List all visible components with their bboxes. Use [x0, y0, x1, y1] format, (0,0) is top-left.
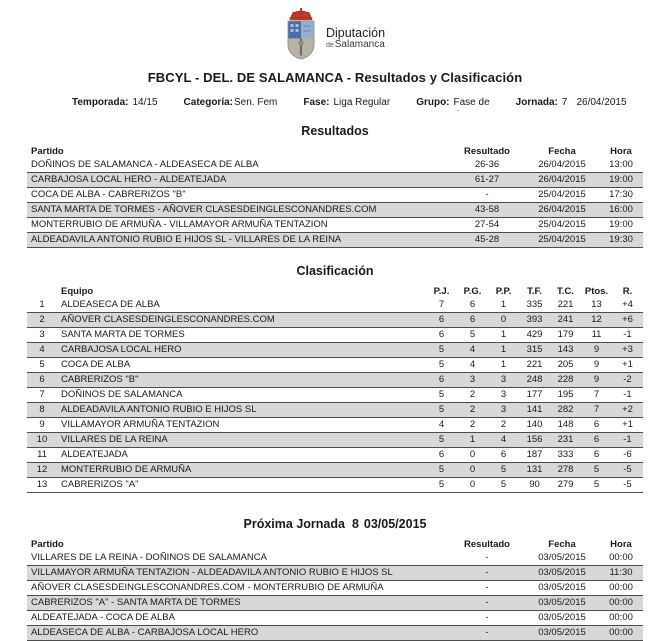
- pp-cell: 0: [500, 314, 507, 325]
- pg-cell: 2: [469, 419, 476, 430]
- result-row: [27, 158, 643, 173]
- pp-cell: 1: [500, 359, 507, 370]
- ptos-cell: 6: [593, 449, 600, 460]
- standing-row: [27, 433, 643, 448]
- meta-temporada-value: 14/15: [132, 97, 158, 108]
- resultados-heading: Resultados: [301, 124, 369, 138]
- r-cell: -2: [623, 374, 632, 385]
- team-cell: ALDEADAVILA ANTONIO RUBIO E HIJOS SL: [61, 404, 257, 415]
- page-title: FBCYL - DEL. DE SALAMANCA - Resultados y Clasificación: [147, 70, 523, 85]
- standing-row: [27, 373, 643, 388]
- rank-cell: 10: [36, 434, 48, 445]
- fixture-row: [27, 566, 643, 581]
- rank-cell: 3: [39, 329, 45, 340]
- meta-jornada: [516, 97, 627, 108]
- pp-cell: 5: [500, 479, 507, 490]
- proxima-body: [27, 551, 643, 641]
- diputacion-logo: [0, 6, 670, 62]
- tc-cell: 148: [557, 419, 574, 430]
- fixture-row: [27, 551, 643, 566]
- tc-cell: 231: [557, 434, 574, 445]
- rank-cell: 8: [39, 404, 45, 415]
- col-pg: P.G.: [463, 286, 482, 297]
- pp-cell: 1: [500, 299, 507, 310]
- date-cell: 25/04/2015: [538, 189, 586, 200]
- pj-cell: 6: [438, 374, 445, 385]
- pj-cell: 5: [438, 434, 445, 445]
- pp-cell: 3: [500, 389, 507, 400]
- r-cell: -1: [623, 329, 632, 340]
- ptos-cell: 5: [593, 464, 600, 475]
- col-ptos: Ptos.: [584, 286, 609, 297]
- score-cell: 61-27: [474, 174, 500, 185]
- r-cell: -5: [623, 464, 632, 475]
- logo-text: [326, 17, 385, 51]
- meta-jornada-date: 26/04/2015: [576, 97, 627, 108]
- ptos-cell: 5: [593, 479, 600, 490]
- match-cell: CABRERIZOS "A" - SANTA MARTA DE TORMES: [31, 597, 241, 608]
- tc-cell: 221: [557, 299, 574, 310]
- col-pj: P.J.: [433, 286, 450, 297]
- ptos-cell: 11: [591, 329, 602, 340]
- meta-fase-value: Liga Regular: [333, 97, 391, 108]
- fixture-row: [27, 611, 643, 626]
- ptos-cell: 13: [591, 299, 602, 310]
- rank-cell: 12: [36, 464, 48, 475]
- time-cell: 00:00: [609, 627, 633, 638]
- standing-row: [27, 298, 643, 313]
- pj-cell: 5: [438, 464, 445, 475]
- tc-cell: 228: [557, 374, 574, 385]
- team-cell: COCA DE ALBA: [61, 359, 131, 370]
- date-cell: 03/05/2015: [538, 552, 586, 563]
- result-row: [27, 188, 643, 203]
- standing-row: [27, 328, 643, 343]
- time-cell: 13:00: [609, 159, 633, 170]
- fixture-row: [27, 626, 643, 641]
- meta-grupo: [416, 97, 490, 115]
- rank-cell: 5: [39, 359, 45, 370]
- meta-fase-label: Fase:: [303, 97, 330, 108]
- ptos-cell: 7: [593, 404, 600, 415]
- ptos-cell: 9: [593, 344, 600, 355]
- time-cell: 00:00: [609, 597, 633, 608]
- standing-row: [27, 418, 643, 433]
- ptos-cell: 9: [593, 359, 600, 370]
- logo-sub-name: Salamanca: [334, 39, 385, 51]
- pp-cell: 1: [500, 329, 507, 340]
- col-tf: T.F.: [527, 286, 542, 297]
- date-cell: 03/05/2015: [538, 612, 586, 623]
- match-cell: ALDEADAVILA ANTONIO RUBIO E HIJOS SL - VILLARES DE LA REINA: [31, 234, 342, 245]
- result-row: [27, 218, 643, 233]
- score-cell: -: [485, 189, 489, 200]
- standing-row: [27, 358, 643, 373]
- col-resultado: Resultado: [464, 539, 510, 550]
- score-cell: 43-58: [474, 204, 500, 215]
- score-cell: 45-28: [474, 234, 500, 245]
- tc-cell: 333: [557, 449, 574, 460]
- r-cell: +1: [622, 419, 633, 430]
- date-cell: 26/04/2015: [538, 204, 586, 215]
- time-cell: 00:00: [609, 582, 633, 593]
- team-cell: AÑOVER CLASESDEINGLESCONANDRES.COM: [61, 314, 275, 325]
- date-cell: 03/05/2015: [538, 597, 586, 608]
- pg-cell: 0: [469, 479, 476, 490]
- rank-cell: 4: [39, 344, 45, 355]
- meta-temporada: [72, 97, 158, 108]
- meta-categoria-value: Sen. Fem: [233, 97, 278, 108]
- col-tc: T.C.: [557, 286, 574, 297]
- team-cell: ALDEASECA DE ALBA: [61, 299, 160, 310]
- pg-cell: 2: [469, 389, 476, 400]
- score-cell: -: [485, 582, 489, 593]
- logo-org-name: Diputación: [325, 26, 386, 41]
- ptos-cell: 12: [591, 314, 602, 325]
- team-cell: CABRERIZOS "B": [61, 374, 139, 385]
- meta-jornada-value: 7: [561, 97, 568, 108]
- score-cell: -: [485, 552, 489, 563]
- clasificacion-header-row: [27, 284, 643, 298]
- team-cell: VILLAMAYOR ARMUÑA TENTAZION: [61, 419, 220, 430]
- score-cell: -: [485, 597, 489, 608]
- tf-cell: 393: [526, 314, 543, 325]
- team-cell: DOÑINOS DE SALAMANCA: [61, 389, 183, 400]
- col-pp: P.P.: [495, 286, 512, 297]
- match-cell: VILLARES DE LA REINA - DOÑINOS DE SALAMANCA: [31, 552, 267, 563]
- tf-cell: 221: [526, 359, 543, 370]
- pg-cell: 6: [469, 314, 476, 325]
- pp-cell: 2: [500, 419, 507, 430]
- proxima-heading-label: Próxima Jornada: [243, 517, 345, 531]
- match-cell: COCA DE ALBA - CABRERIZOS "B": [31, 189, 186, 200]
- tf-cell: 140: [526, 419, 543, 430]
- col-partido: Partido: [31, 146, 64, 157]
- score-cell: -: [485, 627, 489, 638]
- col-resultado: Resultado: [464, 146, 510, 157]
- ptos-cell: 6: [593, 434, 600, 445]
- team-cell: CABRERIZOS "A": [61, 479, 139, 490]
- col-hora: Hora: [610, 539, 632, 550]
- standing-row: [27, 343, 643, 358]
- rank-cell: 13: [36, 479, 48, 490]
- r-cell: +1: [622, 359, 633, 370]
- r-cell: +3: [622, 344, 633, 355]
- pj-cell: 5: [438, 344, 445, 355]
- logo-sub-de: de: [325, 42, 334, 50]
- tc-cell: 179: [557, 329, 574, 340]
- result-row: [27, 233, 643, 248]
- r-cell: +2: [622, 404, 633, 415]
- r-cell: -1: [623, 389, 632, 400]
- time-cell: 00:00: [609, 552, 633, 563]
- pg-cell: 4: [469, 359, 476, 370]
- tc-cell: 282: [557, 404, 574, 415]
- match-cell: MONTERRUBIO DE ARMUÑA - VILLAMAYOR ARMUÑA TENTAZION: [31, 219, 328, 230]
- standing-row: [27, 403, 643, 418]
- tf-cell: 335: [526, 299, 543, 310]
- tf-cell: 187: [526, 449, 543, 460]
- date-cell: 26/04/2015: [538, 174, 586, 185]
- team-cell: CARBAJOSA LOCAL HERO: [61, 344, 182, 355]
- standing-row: [27, 478, 643, 493]
- r-cell: +6: [622, 314, 633, 325]
- time-cell: 19:30: [609, 234, 633, 245]
- meta-temporada-label: Temporada:: [72, 97, 129, 108]
- score-cell: -: [485, 567, 489, 578]
- ptos-cell: 6: [593, 419, 600, 430]
- meta-grupo-note: -: [456, 108, 459, 115]
- tf-cell: 429: [526, 329, 543, 340]
- pp-cell: 6: [500, 449, 507, 460]
- tf-cell: 141: [526, 404, 543, 415]
- rank-cell: 1: [39, 299, 45, 310]
- tf-cell: 315: [526, 344, 543, 355]
- col-partido: Partido: [31, 539, 64, 550]
- fixture-row: [27, 596, 643, 611]
- pg-cell: 5: [469, 329, 476, 340]
- tf-cell: 131: [526, 464, 543, 475]
- date-cell: 03/05/2015: [538, 627, 586, 638]
- tf-cell: 177: [526, 389, 543, 400]
- date-cell: 25/04/2015: [538, 234, 586, 245]
- pj-cell: 6: [438, 449, 445, 460]
- tc-cell: 278: [557, 464, 574, 475]
- date-cell: 26/04/2015: [538, 159, 586, 170]
- resultados-body: [27, 158, 643, 248]
- score-cell: 26-36: [474, 159, 500, 170]
- rank-cell: 2: [39, 314, 45, 325]
- proxima-heading: [0, 517, 670, 531]
- fixture-row: [27, 581, 643, 596]
- proxima-heading-date: 03/05/2015: [363, 517, 427, 531]
- tf-cell: 90: [529, 479, 540, 490]
- result-row: [27, 173, 643, 188]
- meta-fase: [303, 97, 390, 108]
- col-hora: Hora: [610, 146, 632, 157]
- r-cell: -5: [623, 479, 632, 490]
- team-cell: SANTA MARTA DE TORMES: [61, 329, 185, 340]
- meta-grupo-label: Grupo:: [416, 97, 450, 108]
- time-cell: 19:00: [609, 174, 633, 185]
- col-fecha: Fecha: [548, 146, 576, 157]
- rank-cell: 6: [39, 374, 45, 385]
- meta-bar: [0, 97, 670, 115]
- date-cell: 03/05/2015: [538, 567, 586, 578]
- meta-categoria-label: Categoría:: [183, 97, 233, 108]
- pj-cell: 5: [438, 359, 445, 370]
- standing-row: [27, 313, 643, 328]
- r-cell: -1: [623, 434, 632, 445]
- match-cell: ALDEATEJADA - COCA DE ALBA: [31, 612, 175, 623]
- time-cell: 19:00: [609, 219, 633, 230]
- pj-cell: 5: [438, 389, 445, 400]
- date-cell: 03/05/2015: [538, 582, 586, 593]
- meta-jornada-label: Jornada:: [515, 97, 558, 108]
- proxima-heading-num: 8: [351, 517, 359, 531]
- proxima-table: [27, 537, 643, 641]
- team-cell: MONTERRUBIO DE ARMUÑA: [61, 464, 192, 475]
- time-cell: 17:30: [609, 189, 633, 200]
- pp-cell: 5: [500, 464, 507, 475]
- pg-cell: 2: [469, 404, 476, 415]
- team-cell: ALDEATEJADA: [61, 449, 128, 460]
- pg-cell: 0: [469, 464, 476, 475]
- pj-cell: 6: [438, 329, 445, 340]
- pg-cell: 3: [469, 374, 476, 385]
- rank-cell: 11: [37, 449, 47, 460]
- pg-cell: 4: [469, 344, 476, 355]
- pj-cell: 4: [438, 419, 445, 430]
- tc-cell: 195: [557, 389, 574, 400]
- resultados-header-row: [27, 144, 643, 158]
- proxima-header-row: [27, 537, 643, 551]
- resultados-table: [27, 144, 643, 248]
- date-cell: 25/04/2015: [538, 219, 586, 230]
- tc-cell: 241: [557, 314, 574, 325]
- pj-cell: 5: [438, 479, 445, 490]
- ptos-cell: 9: [593, 374, 600, 385]
- r-cell: +4: [622, 299, 633, 310]
- pp-cell: 3: [500, 404, 507, 415]
- meta-grupo-value: [453, 97, 490, 115]
- time-cell: 11:30: [609, 567, 633, 578]
- col-equipo: Equipo: [61, 286, 94, 297]
- pg-cell: 1: [469, 434, 476, 445]
- proxima-section: [0, 517, 670, 641]
- clasificacion-heading: Clasificación: [296, 264, 374, 278]
- match-cell: VILLAMAYOR ARMUÑA TENTAZION - ALDEADAVILA ANTONIO RUBIO E HIJOS SL: [31, 567, 393, 578]
- col-pos: [27, 284, 57, 298]
- pj-cell: 5: [438, 404, 445, 415]
- standing-row: [27, 388, 643, 403]
- team-cell: VILLARES DE LA REINA: [61, 434, 168, 445]
- match-cell: ALDEASECA DE ALBA - CARBAJOSA LOCAL HERO: [31, 627, 259, 638]
- pp-cell: 1: [500, 344, 507, 355]
- tc-cell: 143: [557, 344, 574, 355]
- standing-row: [27, 463, 643, 478]
- pp-cell: 3: [500, 374, 507, 385]
- meta-categoria: [184, 97, 278, 108]
- tc-cell: 205: [557, 359, 574, 370]
- time-cell: 16:00: [609, 204, 633, 215]
- rank-cell: 7: [39, 389, 45, 400]
- match-cell: SANTA MARTA DE TORMES - AÑOVER CLASESDEINGLESCONANDRES.COM: [31, 204, 377, 215]
- score-cell: 27-54: [474, 219, 500, 230]
- result-row: [27, 203, 643, 218]
- score-cell: -: [485, 612, 489, 623]
- match-cell: AÑOVER CLASESDEINGLESCONANDRES.COM - MONTERRUBIO DE ARMUÑA: [31, 582, 384, 593]
- rank-cell: 9: [39, 419, 45, 430]
- meta-grupo-text: Fase de: [453, 97, 490, 108]
- tf-cell: 156: [526, 434, 543, 445]
- time-cell: 00:00: [609, 612, 633, 623]
- tf-cell: 248: [526, 374, 543, 385]
- ptos-cell: 7: [593, 389, 600, 400]
- r-cell: -6: [623, 449, 632, 460]
- pj-cell: 6: [438, 314, 445, 325]
- logo-org-subname: [326, 40, 385, 51]
- clasificacion-table: [27, 284, 643, 493]
- col-fecha: Fecha: [548, 539, 576, 550]
- pp-cell: 4: [500, 434, 507, 445]
- diputacion-crest-icon: [285, 8, 317, 60]
- standing-row: [27, 448, 643, 463]
- match-cell: DOÑINOS DE SALAMANCA - ALDEASECA DE ALBA: [31, 159, 259, 170]
- pj-cell: 7: [438, 299, 445, 310]
- match-cell: CARBAJOSA LOCAL HERO - ALDEATEJADA: [31, 174, 227, 185]
- tc-cell: 279: [557, 479, 574, 490]
- pg-cell: 6: [469, 299, 476, 310]
- clasificacion-body: [27, 298, 643, 493]
- pg-cell: 0: [469, 449, 476, 460]
- col-r: R.: [622, 286, 633, 297]
